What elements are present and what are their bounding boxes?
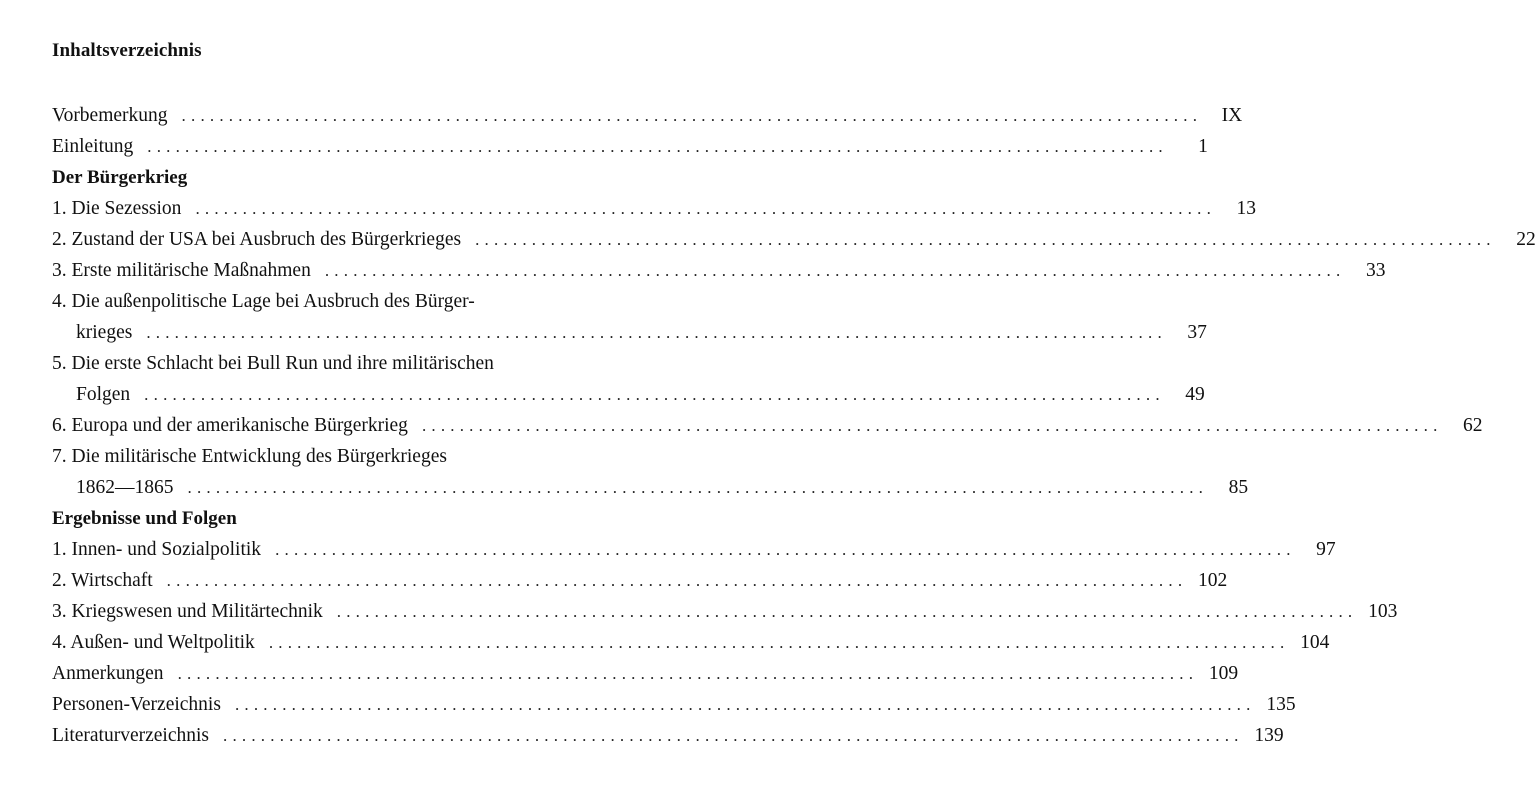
toc-entry-page: 49 <box>1185 384 1205 405</box>
toc-entry-title: 1. Innen- und Sozialpolitik <box>52 539 262 560</box>
toc-entry-page: 37 <box>1187 322 1207 343</box>
toc-entry-page: 104 <box>1300 632 1330 653</box>
dot-leader: ............................................................................................................ <box>146 323 1167 342</box>
toc-entry-title: Literaturverzeichnis <box>52 725 209 746</box>
toc-entry-title: 1. Die Sezession <box>52 198 182 219</box>
dot-leader: ............................................................................................................ <box>421 416 1443 435</box>
toc-entry <box>52 100 1243 131</box>
toc-entry-page: 62 <box>1463 415 1483 436</box>
toc-entry-title: 6. Europa und der amerikanische Bürgerkrieg <box>52 415 408 436</box>
toc-entry <box>52 193 1257 224</box>
toc-entry-page: 97 <box>1316 539 1336 560</box>
dot-leader: ............................................................................................................ <box>195 199 1217 218</box>
toc-entry-page: 22 <box>1516 229 1536 250</box>
toc-entry <box>52 379 1205 410</box>
toc-entry-line: 4. Die außenpolitische Lage bei Ausbruch des Bürger- <box>52 291 475 312</box>
toc-entry-page: 135 <box>1266 694 1296 715</box>
toc-entry-page: IX <box>1221 105 1243 126</box>
dot-leader: ............................................................................................................ <box>223 726 1244 745</box>
toc-entry-page: 102 <box>1198 570 1228 591</box>
toc-entry-page: 1 <box>1198 136 1208 157</box>
dot-leader: ............................................................................................................ <box>187 478 1209 497</box>
toc-entry-title: Personen-Verzeichnis <box>52 694 221 715</box>
dot-leader: ............................................................................................................ <box>144 385 1165 404</box>
section-heading: Der Bürgerkrieg <box>52 167 188 188</box>
toc-entry-page: 139 <box>1254 725 1284 746</box>
toc-entry <box>52 534 1336 565</box>
toc-entry-title: Einleitung <box>52 136 134 157</box>
toc-entry-line: 7. Die militärische Entwicklung des Bürgerkrieges <box>52 446 447 467</box>
toc-entry-title: Folgen <box>76 384 131 405</box>
dot-leader: ............................................................................................................ <box>234 695 1256 714</box>
toc-entry <box>52 317 1207 348</box>
toc-entry <box>52 689 1296 720</box>
dot-leader: ............................................................................................................ <box>147 137 1168 156</box>
dot-leader: ............................................................................................................ <box>268 633 1290 652</box>
toc-entry <box>52 255 1386 286</box>
toc-entry-title: 3. Erste militärische Maßnahmen <box>52 260 311 281</box>
toc-entry-line: 5. Die erste Schlacht bei Bull Run und ihre militärischen <box>52 353 494 374</box>
dot-leader: ............................................................................................................ <box>324 261 1346 280</box>
toc-entry-title: 3. Kriegswesen und Militärtechnik <box>52 601 323 622</box>
toc-list <box>52 100 1536 751</box>
toc-entry-title: krieges <box>76 322 133 343</box>
toc-entry-page: 33 <box>1365 260 1386 281</box>
toc-entry-title: 2. Zustand der USA bei Ausbruch des Bürgerkrieges <box>52 229 462 250</box>
toc-entry-page: 103 <box>1368 601 1398 622</box>
toc-entry <box>52 224 1536 255</box>
toc-entry-title: 4. Außen- und Weltpolitik <box>52 632 255 653</box>
toc-entry <box>52 565 1228 596</box>
toc-entry <box>52 627 1330 658</box>
toc-entry-title: 1862—1865 <box>76 477 174 498</box>
toc-entry-title: Vorbemerkung <box>52 105 168 126</box>
dot-leader: ............................................................................................................ <box>275 540 1296 559</box>
dot-leader: ............................................................................................................ <box>181 106 1203 125</box>
toc-entry <box>52 720 1284 751</box>
dot-leader: ............................................................................................................ <box>177 664 1199 683</box>
toc-entry <box>52 472 1249 503</box>
toc-entry-page: 13 <box>1236 198 1257 219</box>
toc-entry-title: 2. Wirtschaft <box>52 570 153 591</box>
dot-leader: ............................................................................................................ <box>475 230 1496 249</box>
page-title: Inhaltsverzeichnis <box>52 40 202 61</box>
toc-entry <box>52 596 1398 627</box>
toc-entry <box>52 658 1239 689</box>
section-heading: Ergebnisse und Folgen <box>52 508 237 529</box>
toc-entry <box>52 410 1483 441</box>
toc-entry-page: 109 <box>1208 663 1239 684</box>
toc-entry <box>52 131 1208 162</box>
dot-leader: ............................................................................................................ <box>336 602 1358 621</box>
toc-entry-page: 85 <box>1228 477 1249 498</box>
dot-leader: ............................................................................................................ <box>166 571 1188 590</box>
toc-entry-title: Anmerkungen <box>52 663 164 684</box>
